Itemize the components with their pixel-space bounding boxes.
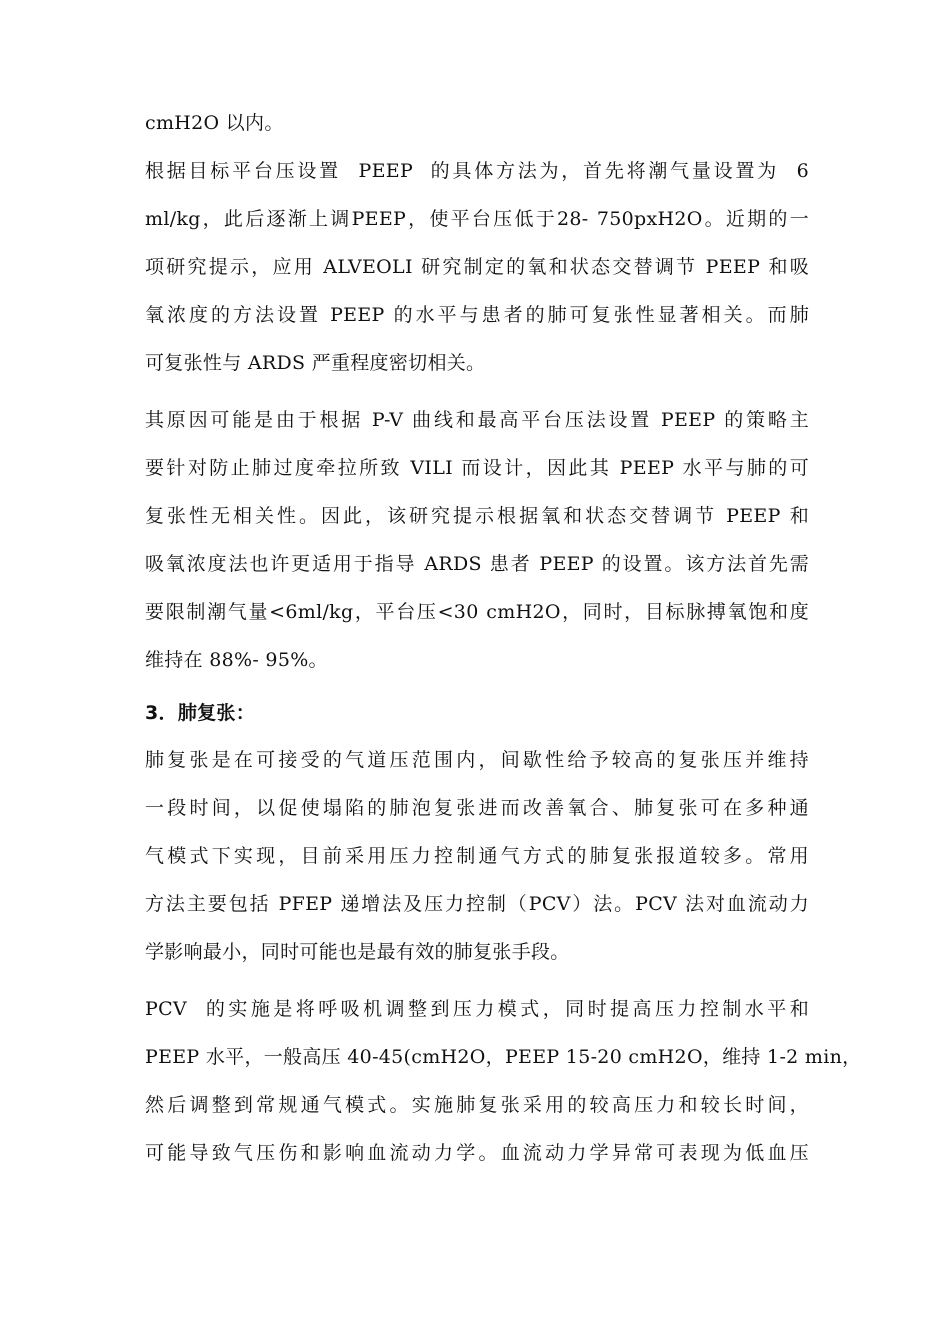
text-line: 一段时间，以促使塌陷的肺泡复张进而改善氧合、肺复张可在多种通 <box>145 797 809 819</box>
text-line: 维持在 88%- 95%。 <box>145 649 328 671</box>
text-line: 然后调整到常规通气模式。实施肺复张采用的较高压力和较长时间， <box>145 1094 809 1116</box>
text-line: 方法主要包括 PFEP 递增法及压力控制（PCV）法。PCV 法对血流动力 <box>145 893 809 915</box>
text-line: 其原因可能是由于根据 P-V 曲线和最高平台压法设置 PEEP 的策略主 <box>145 409 809 431</box>
text-line: 要限制潮气量<6ml/kg，平台压<30 cmH2O，同时，目标脉搏氧饱和度 <box>145 601 809 623</box>
text-line: 要针对防止肺过度牵拉所致 VILI 而设计，因此其 PEEP 水平与肺的可 <box>145 457 809 479</box>
section-heading: 3．肺复张： <box>145 702 256 724</box>
text-line: 吸氧浓度法也许更适用于指导 ARDS 患者 PEEP 的设置。该方法首先需 <box>145 553 809 575</box>
text-line: 项研究提示，应用 ALVEOLI 研究制定的氧和状态交替调节 PEEP 和吸 <box>145 256 809 278</box>
text-line: PCV 的实施是将呼吸机调整到压力模式，同时提高压力控制水平和 <box>145 998 809 1020</box>
text-line: 复张性无相关性。因此，该研究提示根据氧和状态交替调节 PEEP 和 <box>145 505 809 527</box>
text-line: 根据目标平台压设置 PEEP 的具体方法为，首先将潮气量设置为 6 <box>145 160 809 182</box>
text-line: ml/kg，此后逐渐上调PEEP，使平台压低于28- 750pxH2O。近期的一 <box>145 208 809 230</box>
text-line: 可能导致气压伤和影响血流动力学。血流动力学异常可表现为低血压 <box>145 1142 809 1164</box>
text-line: 肺复张是在可接受的气道压范围内，间歇性给予较高的复张压并维持 <box>145 749 809 771</box>
text-line: PEEP 水平，一般高压 40-45(cmH2O，PEEP 15-20 cmH2O，维持 1-2 min， <box>145 1046 862 1068</box>
text-line: 学影响最小，同时可能也是最有效的肺复张手段。 <box>145 941 570 963</box>
text-line: 氧浓度的方法设置 PEEP 的水平与患者的肺可复张性显著相关。而肺 <box>145 304 809 326</box>
text-line: cmH2O 以内。 <box>145 112 284 134</box>
text-line: 气模式下实现，目前采用压力控制通气方式的肺复张报道较多。常用 <box>145 845 809 867</box>
text-line: 可复张性与 ARDS 严重程度密切相关。 <box>145 352 486 374</box>
